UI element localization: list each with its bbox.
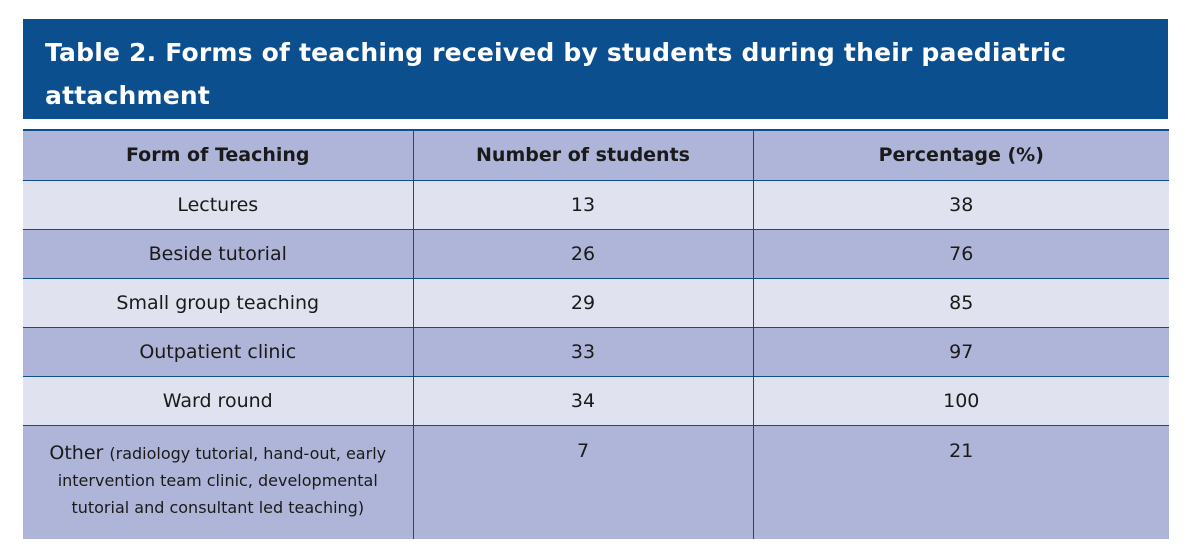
form-cell: Ward round — [23, 376, 413, 425]
number-cell: 33 — [413, 327, 753, 376]
header-percentage: Percentage (%) — [753, 131, 1169, 180]
percentage-cell: 85 — [753, 278, 1169, 327]
form-cell: Lectures — [23, 180, 413, 229]
form-cell: Small group teaching — [23, 278, 413, 327]
form-cell-other — [23, 425, 413, 539]
percentage-cell: 76 — [753, 229, 1169, 278]
number-cell: 34 — [413, 376, 753, 425]
number-cell-other: 7 — [413, 425, 753, 539]
form-cell: Beside tutorial — [23, 229, 413, 278]
form-cell: Outpatient clinic — [23, 327, 413, 376]
number-cell: 29 — [413, 278, 753, 327]
table-row — [23, 278, 1169, 327]
table-row — [23, 327, 1169, 376]
header-row — [23, 131, 1169, 180]
number-cell: 26 — [413, 229, 753, 278]
table-row-other — [23, 425, 1169, 539]
percentage-cell: 100 — [753, 376, 1169, 425]
table-title: Table 2. Forms of teaching received by students during their paediatric attachment — [23, 19, 1168, 119]
other-note: (radiology tutorial, hand-out, early intervention team clinic, developmental tutorial and consultant led teaching) — [57, 443, 387, 517]
other-label: Other — [49, 441, 110, 464]
header-form-of-teaching: Form of Teaching — [23, 131, 413, 180]
percentage-cell: 38 — [753, 180, 1169, 229]
table-row — [23, 229, 1169, 278]
number-cell: 13 — [413, 180, 753, 229]
teaching-forms-table — [23, 131, 1169, 539]
table-row — [23, 180, 1169, 229]
percentage-cell: 97 — [753, 327, 1169, 376]
header-number-of-students: Number of students — [413, 131, 753, 180]
table-row — [23, 376, 1169, 425]
percentage-cell-other: 21 — [753, 425, 1169, 539]
